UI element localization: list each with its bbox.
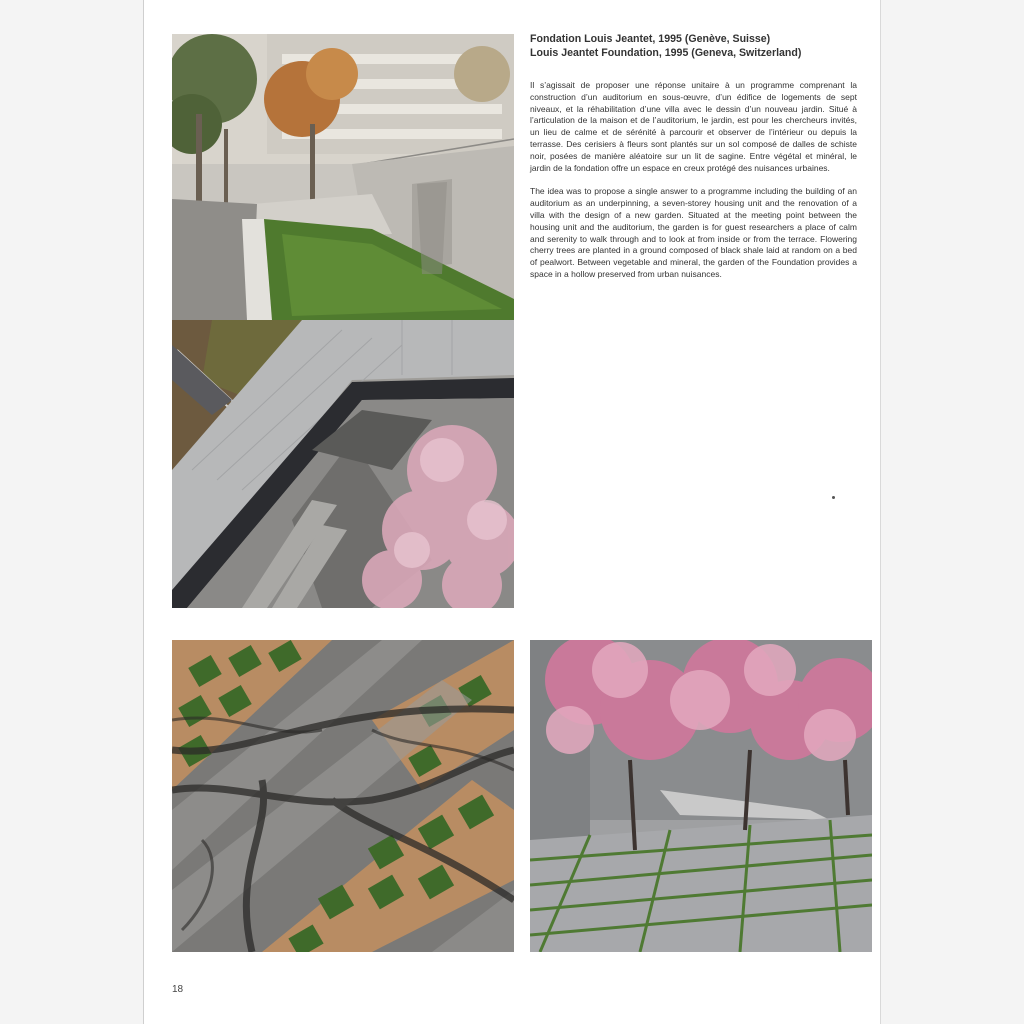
title-french: Fondation Louis Jeantet, 1995 (Genève, Suisse): [530, 33, 771, 45]
photo-sunken-courtyard: [172, 320, 514, 608]
page-number: 18: [172, 984, 184, 995]
photo-street-view: [172, 34, 514, 320]
photo-slate-paving: [172, 640, 514, 952]
print-speck: [832, 496, 835, 499]
book-page: [144, 0, 880, 1024]
photo-cherry-garden: [530, 640, 872, 952]
paragraph-english: The idea was to propose a single answer to a programme including the building of an auditorium as an underpinning, a seven-storey housing unit and the renovation of a villa with the design of a new garden. Situated at the meeting point between the housing unit and the auditorium, the garden is for guest researchers a place of calm and serenity to walk through and to look at from inside or from the terrace. Flowering cherry trees are planted in a ground composed of black shale laid at random on a bed of pealwort. Between vegetable and mineral, the garden of the Foundation provides a space in a hollow preserved from urban nuisances.: [530, 186, 857, 279]
title-english: Louis Jeantet Foundation, 1995 (Geneva, Switzerland): [530, 47, 802, 59]
paragraph-french: Il s’agissait de proposer une réponse unitaire à un programme comprenant la construction d’un auditorium en sous-œuvre, d’un édifice de logements de sept niveaux, et la réhabilitation d’une villa avec le dessin d’un nouveau jardin. Situé à l’articulation de la maison et de l’auditorium, le jardin, est pour les chercheurs invités, un lieu de calme et de sérénité à parcourir et observer de l’intérieur ou depuis la terrasse. Des cerisiers à fleurs sont plantés sur un sol composé de dalles de schiste noir, posées de manière aléatoire sur un lit de sagine. Entre végétal et minéral, le jardin de la fondation offre un espace en creux protégé des nuisances urbaines.: [530, 80, 857, 173]
article-text: [530, 32, 857, 281]
